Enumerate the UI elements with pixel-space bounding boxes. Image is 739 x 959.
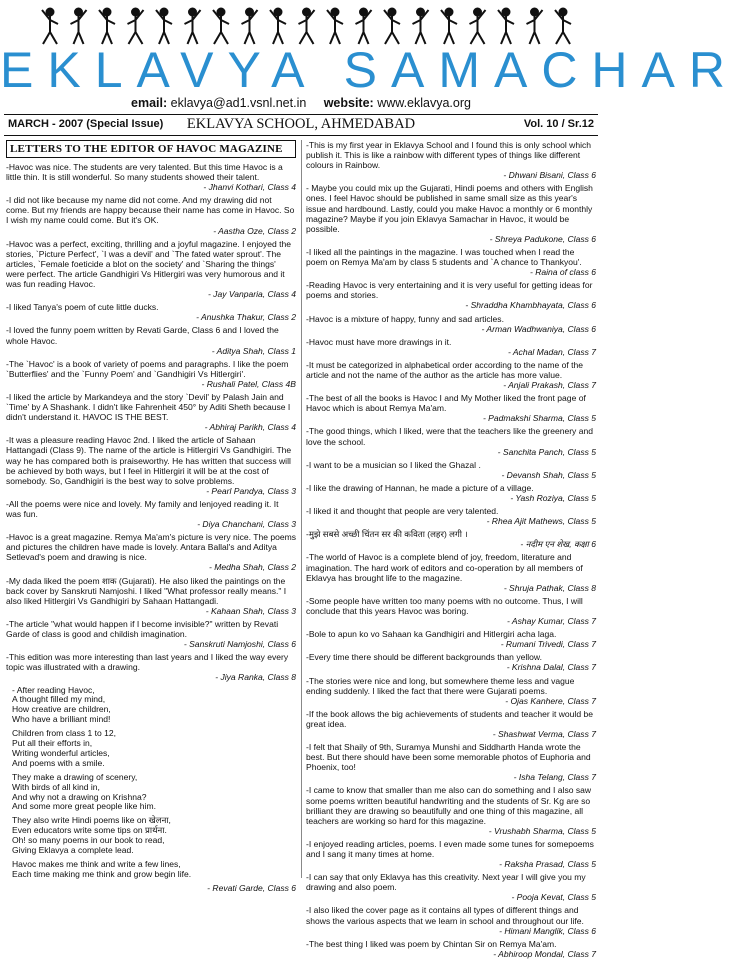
poem-line: Who have a brilliant mind!: [12, 714, 111, 725]
letter-text: -This is my first year in Eklavya School and I found this is only school which publish it. This is like a rainbow with different types of things like different colours in Rainbow.: [306, 140, 592, 171]
letter-signature: - Aditya Shah, Class 1: [211, 345, 296, 356]
letter-text: -I enjoyed reading articles, poems. I even made some tunes for somepoems and I sang it many times at home.: [306, 838, 594, 859]
poem-stanza: [12, 729, 296, 769]
letter-signature: - Ojas Kanhere, Class 7: [505, 695, 596, 706]
letter-text: -The world of Havoc is a complete blend of joy, freedom, literature and imagination. The hard work of editors and co-operation by all members of Eklavya has brought life to the magazine.: [306, 552, 583, 583]
letter-text: -The stories were nice and long, but somewhere theme less and vague ending suddenly. I liked the fact that there were Gujarati poems.: [306, 675, 575, 696]
letter: [306, 785, 596, 835]
letter-signature: - Rushali Patel, Class 4B: [201, 378, 296, 389]
letter-text: -Some people have written too many poems with no outcome. Thus, I will conclude that this years Havoc was boring.: [306, 595, 583, 616]
letter: [6, 392, 296, 432]
letter-signature: - Shraddha Khambhayata, Class 6: [465, 300, 596, 311]
letter-signature: - Abhiroop Mondal, Class 7: [493, 948, 596, 959]
letter-text: -Bole to apun ko vo Sahaan ka Gandhigiri and Hitlergiri acha laga.: [306, 629, 557, 640]
letter: [306, 483, 596, 503]
poem-line: And why not a drawing on Krishna?: [12, 791, 147, 802]
school-name: EKLAVYA SCHOOL, AHMEDABAD: [186, 116, 416, 132]
poem-line: Children from class 1 to 12,: [12, 728, 117, 739]
letter: [6, 359, 296, 389]
letter: [6, 652, 296, 682]
letter-text: -I can say that only Eklavya has this creativity. Next year I will give you my drawing and also poem.: [306, 872, 586, 893]
letter: [306, 742, 596, 782]
letter: [6, 619, 296, 649]
letter-signature: - Abhiraj Parikh, Class 4: [204, 422, 296, 433]
newsletter-title: EKLAVYA SAMACHAR: [0, 42, 739, 98]
letter-signature: - Diya Chanchani, Class 3: [197, 519, 296, 530]
letter: [306, 839, 596, 869]
letter-signature: - Arman Wadhwaniya, Class 6: [481, 323, 596, 334]
dancing-figure-icon: [42, 9, 58, 45]
poem-line: Put all their efforts in,: [12, 738, 93, 749]
poem: [12, 686, 296, 894]
letter: [6, 532, 296, 572]
letter-text: -The best of all the books is Havoc I and My Mother liked the front page of Havoc which is about Remya Ma'am.: [306, 393, 586, 414]
dancing-figure-icon: [242, 9, 258, 45]
poem-stanza: [12, 860, 296, 880]
dancing-figure-icon: [498, 9, 514, 45]
letter: [6, 302, 296, 322]
letter-text: -I came to know that smaller than me also can do something and I also saw some poems written beautiful handwriting and the students of Sr. Kg are so brilliant they are drawing so beautifully and one thing of this magazine, all teachers are working so hard for this magazine.: [306, 785, 592, 826]
letter-signature: - Jiya Ranka, Class 8: [215, 672, 296, 683]
letter: [6, 195, 296, 235]
letter-signature: - Krishna Dalal, Class 7: [506, 662, 596, 673]
poem-line: With birds of all kind in,: [12, 781, 100, 792]
letter-signature: - Shreya Padukone, Class 6: [489, 233, 596, 244]
letter: [306, 140, 596, 180]
letter-signature: - Sanskruti Namjoshi, Class 6: [183, 639, 296, 650]
letter-signature: - Aastha Oze, Class 2: [213, 225, 296, 236]
letter-signature: - Sanchita Panch, Class 5: [497, 446, 596, 457]
letter-signature: - Yash Roziya, Class 5: [510, 493, 596, 503]
letter-text: -Havoc is a great magazine. Remya Ma'am's picture is very nice. The poems and pictures the children have made is lovely. Antara Ballal's and Aditya Setlevad's poem and drawing is nice.: [6, 532, 297, 563]
dancing-figure-icon: [527, 9, 543, 45]
letter: [6, 162, 296, 192]
letter-signature: - Jay Vanparia, Class 4: [207, 289, 296, 300]
letter: [6, 435, 296, 496]
poem-line: Each time making me think and grow begin life.: [12, 868, 192, 879]
website-link[interactable]: www.eklavya.org: [377, 96, 471, 110]
letter: [306, 629, 596, 649]
poem-stanza: [12, 816, 296, 856]
dancing-figure-icon: [327, 9, 343, 45]
website-label: website:: [323, 96, 374, 110]
right-letters-list: [306, 140, 596, 959]
poem-stanza: [12, 686, 296, 726]
letter-text: - Maybe you could mix up the Gujarati, Hindi poems and others with English ones. I feel Havoc should be published in same small size as this year's issue and hardbound. Lastly, could you make Havoc a monthly or 6 monthly magazine? Maybe if you join Eklavya Samachar in Havoc, it would be possible.: [306, 183, 593, 234]
letter-signature: - Achal Madan, Class 7: [507, 346, 596, 357]
poem-signature: - Revati Garde, Class 6: [207, 882, 296, 893]
letter-signature: - Raksha Prasad, Class 5: [499, 859, 596, 870]
letter-text: -Havoc was nice. The students are very talented. But this time Havoc is a little thin. It is still wonderful. So many students showed their talent.: [6, 162, 283, 183]
letter-signature: - Padmakshi Sharma, Class 5: [482, 413, 596, 424]
letter: [306, 183, 596, 244]
poem-line: And poems with a smile.: [12, 757, 105, 768]
dancing-figure-icon: [356, 9, 372, 45]
letter-text: -I liked the article by Markandeya and the story `Devil' by Palash Jain and `Time' by A Shashank. I didn't like Fahrenheit 450° by Aditi Sheth because I didn't understand it. HAVOC IS THE BEST.: [6, 391, 291, 423]
letter: [306, 360, 596, 390]
letter-text: -I liked all the paintings in the magazine. I was touched when I read the poem on Remya Ma'am by class 5 students and `A chance to Thankyou'.: [306, 246, 582, 268]
letter: [306, 393, 596, 423]
letter-text: -I want to be a musician so I liked the Ghazal .: [306, 459, 481, 470]
letter: [306, 247, 596, 277]
poem-line: - After reading Havoc,: [12, 684, 95, 695]
dancing-figure-icon: [441, 9, 457, 45]
poem-line: They also write Hindi poems like on खेलना,: [12, 815, 171, 826]
letter: [306, 652, 596, 672]
letter: [306, 596, 596, 626]
poem-line: Writing wonderful articles,: [12, 747, 110, 758]
letter-signature: - Rumani Trivedi, Class 7: [500, 639, 596, 650]
letter-text: -The article "what would happen if I become invisible?" written by Revati Garde of class is good and childish imagination.: [6, 618, 279, 640]
poem-stanza: [12, 773, 296, 813]
letter-signature: - Shruja Pathak, Class 8: [503, 582, 596, 593]
dancing-figure-icon: [299, 9, 315, 45]
letter: [306, 426, 596, 456]
letter: [6, 239, 296, 300]
letter: [306, 676, 596, 706]
letter-signature: - Ashay Kumar, Class 7: [507, 616, 596, 627]
letter-text: -I loved the funny poem written by Revati Garde, Class 6 and I loved the whole Havoc.: [6, 325, 279, 346]
letter-text: -I like the drawing of Hannan, he made a picture of a village.: [306, 482, 534, 493]
letter: [306, 280, 596, 310]
letter: [6, 499, 296, 529]
poem-line: A thought filled my mind,: [12, 694, 106, 705]
letter-text: -Every time there should be different backgrounds than yellow.: [306, 652, 542, 663]
dancing-figure-icon: [555, 9, 571, 45]
letter-signature: - Vrushabh Sharma, Class 5: [488, 825, 596, 836]
letter-text: -I liked Tanya's poem of cute little ducks.: [6, 302, 159, 313]
letter-signature: - Pearl Pandya, Class 3: [206, 485, 296, 496]
letter-signature: - Devansh Shah, Class 5: [501, 469, 596, 480]
letter-text: -This edition was more interesting than last years and I liked the way every topic was illustrated with a drawing.: [6, 652, 289, 673]
email-label: email:: [131, 96, 168, 110]
poem-line: Oh! so many poems in our book to read,: [12, 835, 165, 846]
masthead: [0, 0, 739, 118]
section-heading: LETTERS TO THE EDITOR OF HAVOC MAGAZINE: [6, 140, 296, 158]
letter: [306, 905, 596, 935]
dancing-figure-icon: [384, 9, 400, 45]
letter-text: -All the poems were nice and lovely. My family and lenjoyed reading it. It was fun.: [6, 498, 279, 519]
letter-signature: - Jhanvi Kothari, Class 4: [203, 182, 296, 193]
issue-date: MARCH - 2007 (Special Issue): [8, 118, 164, 130]
letter-signature: - नदीम एन शेख, कक्षा 6: [520, 539, 596, 550]
left-column: [6, 140, 297, 893]
letter: [306, 939, 596, 959]
letter-signature: - Kahaan Shah, Class 3: [205, 605, 296, 616]
letter-text: -It was a pleasure reading Havoc 2nd. I liked the article of Sahaan Hattangadi (Class 9). The name of the article is Hitlergiri Vs Gandhigiri. The way he has compared both is praiseworthy. He has written that success will be achieved by both ways, but I feel in Hitlergiri it will be at the cost of somebody. So, Gandhigiri is the best way to solve problems.: [6, 435, 292, 486]
issue-volume: Vol. 10 / Sr.12: [523, 118, 594, 130]
letter-text: -Reading Havoc is very entertaining and it is very useful for getting ideas for poems and stories.: [306, 280, 593, 301]
letter-text: -I felt that Shaily of 9th, Suramya Munshi and Siddharth Handa wrote the best. But there should have been some memorable photos of Euphoria and Phoenix, too!: [306, 742, 591, 773]
letter-text: -I liked it and thought that people are very talented.: [306, 506, 499, 517]
contact-line: [0, 96, 602, 110]
column-divider: [301, 140, 302, 878]
letter: [306, 872, 596, 902]
letter-text: -I also liked the cover page as it contains all types of different things and shows the various aspects that we learn in school and throughout our life.: [306, 905, 584, 926]
dancing-figure-icon: [470, 9, 486, 45]
dancing-figure-icon: [213, 9, 229, 45]
letter-signature: - Anushka Thakur, Class 2: [196, 312, 296, 323]
letter: [306, 529, 596, 549]
poem-line: How creative are children,: [12, 704, 111, 715]
letter: [306, 552, 596, 592]
left-letters-list: [6, 162, 296, 683]
letter: [306, 506, 596, 526]
letter-signature: - Pooja Kevat, Class 5: [511, 892, 596, 903]
dancing-figure-icon: [71, 9, 87, 45]
letter-text: -The best thing I liked was poem by Chintan Sir on Remya Ma'am.: [306, 938, 557, 949]
poem-line: Giving Eklavya a complete lead.: [12, 845, 134, 856]
letter-signature: - Shashwat Verma, Class 7: [492, 728, 596, 739]
letter-text: -Havoc is a mixture of happy, funny and sad articles.: [306, 313, 504, 324]
letter: [306, 460, 596, 480]
letter-text: -I did not like because my name did not come. And my drawing did not come. But my friends are happy because their name has come in Havoc. So I wish my name could come. But it's OK.: [6, 195, 295, 226]
letter-signature: - Dhwani Bisani, Class 6: [503, 170, 596, 181]
letter-signature: - Anjali Prakash, Class 7: [503, 380, 596, 391]
dancing-figure-icon: [413, 9, 429, 45]
letter-text: -The `Havoc' is a book of variety of poems and paragraphs. I like the poem `Butterflies' and the `Funny Poem' and `Gandhigiri Vs Hitlergiri'.: [6, 358, 289, 379]
letter-text: -Havoc was a perfect, exciting, thrilling and a joyful magazine. I enjoyed the stories, `Picture Perfect', `I was a devil' and `The fated water sprout'. The articles, `Female foeticide a blot on the society' and `Sharing the things' were perfect. The article Gandhigiri Vs Hitlergiri was very humorous and it was fun reading Havoc.: [6, 238, 292, 290]
letter-text: -If the book allows the big achievements of students and teacher it would be great idea.: [306, 708, 593, 729]
letter-signature: - Medha Shah, Class 2: [209, 562, 296, 573]
letter-signature: - Himani Manglik, Class 6: [499, 925, 596, 936]
dancing-figure-icon: [156, 9, 172, 45]
letter-signature: - Rhea Ajit Mathews, Class 5: [486, 516, 596, 527]
dancing-figure-icon: [128, 9, 144, 45]
dancing-figure-icon: [99, 9, 115, 45]
letter: [306, 709, 596, 739]
right-column: [306, 140, 596, 959]
letter-text: -The good things, which I liked, were that the teachers like the greenery and love the school.: [306, 426, 593, 447]
letter-text: -It must be categorized in alphabetical order according to the name of the article and not the name of the author as the article has more value.: [306, 359, 583, 380]
issue-bar: [4, 114, 598, 136]
letter: [6, 325, 296, 355]
letter-text: -Havoc must have more drawings in it.: [306, 336, 452, 347]
poem-line: Havoc makes me think and write a few lines,: [12, 859, 181, 869]
dancing-figure-icon: [270, 9, 286, 45]
poem-line: And some more great people like him.: [12, 801, 156, 812]
letter: [306, 314, 596, 334]
letter: [6, 576, 296, 616]
poem-line: They make a drawing of scenery,: [12, 771, 138, 782]
letter-text: -मुझे सबसे अच्छी चिंतन सर की कविता (लहर) लगी ।: [306, 529, 468, 540]
letter-text: -My dada liked the poem शाक (Gujarati). He also liked the paintings on the back cover by Sanskruti Namjoshi. I liked "What professor really means." I also liked Hitlergiri Vs Gandhigiri by Sahaan Hattangadi.: [6, 575, 287, 606]
letter: [306, 337, 596, 357]
dancing-figure-icon: [185, 9, 201, 45]
letter-signature: - Isha Telang, Class 7: [513, 772, 596, 783]
email-address[interactable]: eklavya@ad1.vsnl.net.in: [170, 96, 307, 110]
letter-signature: - Raina of class 6: [529, 267, 596, 278]
poem-line: Even educators write some tips on प्रार्थना.: [12, 825, 167, 836]
